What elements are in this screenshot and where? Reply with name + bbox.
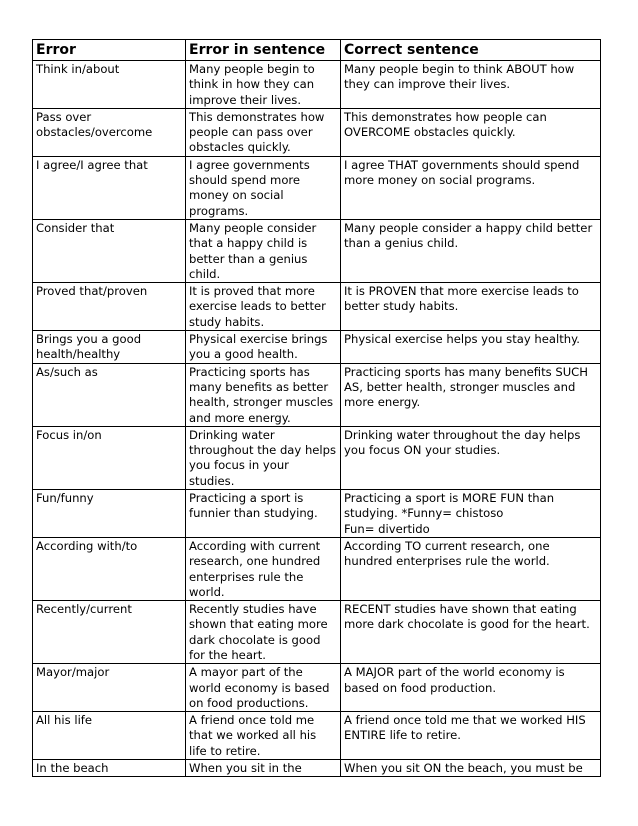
error-cell: Consider that <box>33 219 186 282</box>
error-cell: Recently/current <box>33 601 186 664</box>
correct-sentence-cell: It is PROVEN that more exercise leads to better study habits. <box>341 283 601 331</box>
error-sentence-cell: It is proved that more exercise leads to better study habits. <box>186 283 341 331</box>
table-row <box>33 664 601 712</box>
table-row <box>33 426 601 489</box>
error-sentence-cell: Practicing a sport is funnier than studying. <box>186 490 341 538</box>
error-sentence-cell: Recently studies have shown that eating more dark chocolate is good for the heart. <box>186 601 341 664</box>
correct-sentence-cell: A MAJOR part of the world economy is based on food production. <box>341 664 601 712</box>
error-sentence-cell: Drinking water throughout the day helps you focus in your studies. <box>186 426 341 489</box>
correct-sentence-cell: Practicing a sport is MORE FUN than studying. *Funny= chistoso Fun= divertido <box>341 490 601 538</box>
correct-sentence-cell: Many people begin to think ABOUT how they can improve their lives. <box>341 61 601 109</box>
error-sentence-cell: A mayor part of the world economy is based on food productions. <box>186 664 341 712</box>
error-sentence-cell: When you sit in the <box>186 760 341 777</box>
error-cell: Pass over obstacles/overcome <box>33 108 186 156</box>
header-error-in-sentence: Error in sentence <box>186 40 341 61</box>
error-cell: I agree/I agree that <box>33 156 186 219</box>
error-sentence-cell: Physical exercise brings you a good health. <box>186 331 341 364</box>
error-cell: Fun/funny <box>33 490 186 538</box>
correct-sentence-cell: Physical exercise helps you stay healthy. <box>341 331 601 364</box>
correct-sentence-cell: Many people consider a happy child better than a genius child. <box>341 219 601 282</box>
table-row <box>33 363 601 426</box>
error-sentence-cell: Many people consider that a happy child is better than a genius child. <box>186 219 341 282</box>
correct-sentence-cell: According TO current research, one hundred enterprises rule the world. <box>341 537 601 600</box>
error-sentence-cell: I agree governments should spend more money on social programs. <box>186 156 341 219</box>
error-sentence-cell: Practicing sports has many benefits as better health, stronger muscles and more energy. <box>186 363 341 426</box>
correct-sentence-cell: Practicing sports has many benefits SUCH AS, better health, stronger muscles and more energy. <box>341 363 601 426</box>
correct-sentence-cell: RECENT studies have shown that eating more dark chocolate is good for the heart. <box>341 601 601 664</box>
error-cell: In the beach <box>33 760 186 777</box>
table-row <box>33 601 601 664</box>
error-cell: Think in/about <box>33 61 186 109</box>
error-sentence-cell: Many people begin to think in how they can improve their lives. <box>186 61 341 109</box>
table-viewport <box>32 39 602 786</box>
error-sentence-cell: A friend once told me that we worked all his life to retire. <box>186 712 341 760</box>
correct-sentence-cell: A friend once told me that we worked HIS ENTIRE life to retire. <box>341 712 601 760</box>
correct-sentence-cell: Drinking water throughout the day helps you focus ON your studies. <box>341 426 601 489</box>
correct-sentence-cell: When you sit ON the beach, you must be <box>341 760 601 777</box>
error-sentence-cell: According with current research, one hundred enterprises rule the world. <box>186 537 341 600</box>
table-row <box>33 760 601 777</box>
error-cell: Proved that/proven <box>33 283 186 331</box>
error-cell: Mayor/major <box>33 664 186 712</box>
table-row <box>33 490 601 538</box>
error-cell: As/such as <box>33 363 186 426</box>
table-row <box>33 108 601 156</box>
table-row <box>33 61 601 109</box>
table-row <box>33 537 601 600</box>
table-row <box>33 712 601 760</box>
table-row <box>33 219 601 282</box>
error-cell: Brings you a good health/healthy <box>33 331 186 364</box>
table-body <box>33 61 601 777</box>
correct-sentence-cell: This demonstrates how people can OVERCOME obstacles quickly. <box>341 108 601 156</box>
error-correction-table <box>32 39 601 777</box>
header-correct-sentence: Correct sentence <box>341 40 601 61</box>
table-row <box>33 283 601 331</box>
table-header-row <box>33 40 601 61</box>
error-cell: All his life <box>33 712 186 760</box>
error-sentence-cell: This demonstrates how people can pass over obstacles quickly. <box>186 108 341 156</box>
error-cell: Focus in/on <box>33 426 186 489</box>
header-error: Error <box>33 40 186 61</box>
correct-sentence-cell: I agree THAT governments should spend more money on social programs. <box>341 156 601 219</box>
table-row <box>33 331 601 364</box>
error-cell: According with/to <box>33 537 186 600</box>
table-row <box>33 156 601 219</box>
